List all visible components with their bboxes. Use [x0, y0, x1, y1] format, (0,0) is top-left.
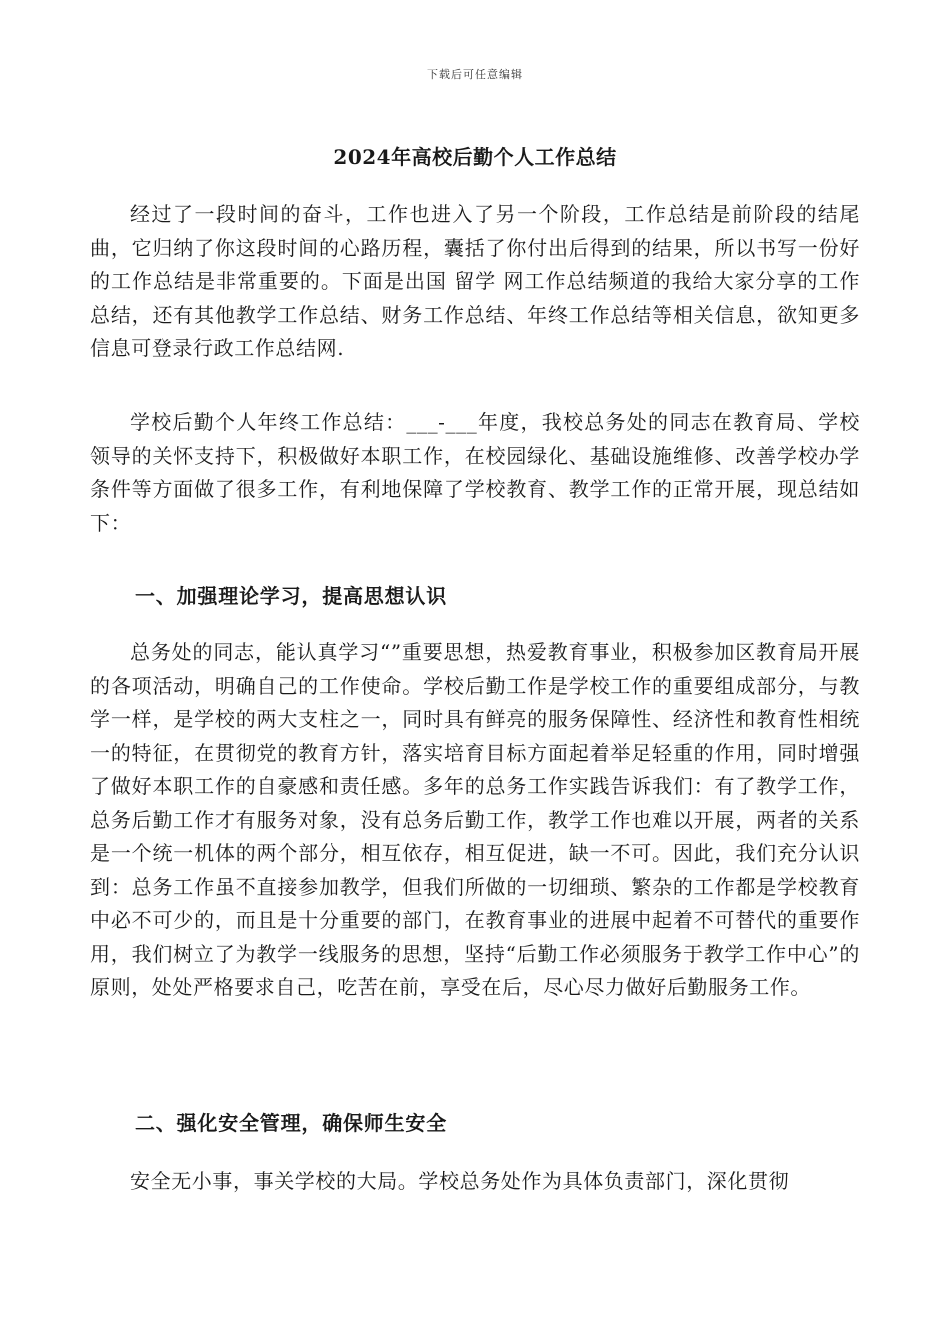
intro-paragraph: 经过了一段时间的奋斗，工作也进入了另一个阶段，工作总结是前阶段的结尾曲，它归纳了你这段时间的心路历程，囊括了你付出后得到的结果，所以书写一份好的工作总结是非常重要的。下面是出国 留学 网工作总结频道的我给大家分享的工作总结，还有其他教学工作总结、财务工作总结、年终工作总结等相关信息，欲知更多信息可登录行政工作总结网. [90, 202, 860, 360]
summary-paragraph: 学校后勤个人年终工作总结：___-___年度，我校总务处的同志在教育局、学校领导的关怀支持下，积极做好本职工作，在校园绿化、基础设施维修、改善学校办学条件等方面做了很多工作，有利地保障了学校教育、教学工作的正常开展，现总结如下： [90, 410, 860, 535]
section-2-paragraph: 安全无小事，事关学校的大局。学校总务处作为具体负责部门，深化贯彻 [130, 1169, 790, 1193]
header-note: 下载后可任意编辑 [427, 68, 523, 81]
section-1-paragraph: 总务处的同志，能认真学习“”重要思想，热爱教育事业，积极参加区教育局开展的各项活动，明确自己的工作使命。学校后勤工作是学校工作的重要组成部分，与教学一样，是学校的两大支柱之一，同时具有鲜亮的服务保障性、经济性和教育性相统一的特征，在贯彻党的教育方针，落实培育目标方面起着举足轻重的作用，同时增强了做好本职工作的自豪感和责任感。多年的总务工作实践告诉我们：有了教学工作，总务后勤工作才有服务对象，没有总务后勤工作，教学工作也难以开展，两者的关系是一个统一机体的两个部分，相互依存，相互促进，缺一不可。因此，我们充分认识到：总务工作虽不直接参加教学，但我们所做的一切细琐、繁杂的工作都是学校教育中必不可少的，而且是十分重要的部门，在教育事业的进展中起着不可替代的重要作用，我们树立了为教学一线服务的思想，坚持“后勤工作必须服务于教学工作中心”的原则，处处严格要求自己，吃苦在前，享受在后，尽心尽力做好后勤服务工作。 [90, 640, 860, 999]
document-title: 2024年高校后勤个人工作总结 [333, 145, 617, 169]
section-heading-2: 二、强化安全管理，确保师生安全 [135, 1111, 447, 1135]
section-heading-1: 一、加强理论学习，提高思想认识 [135, 584, 447, 608]
